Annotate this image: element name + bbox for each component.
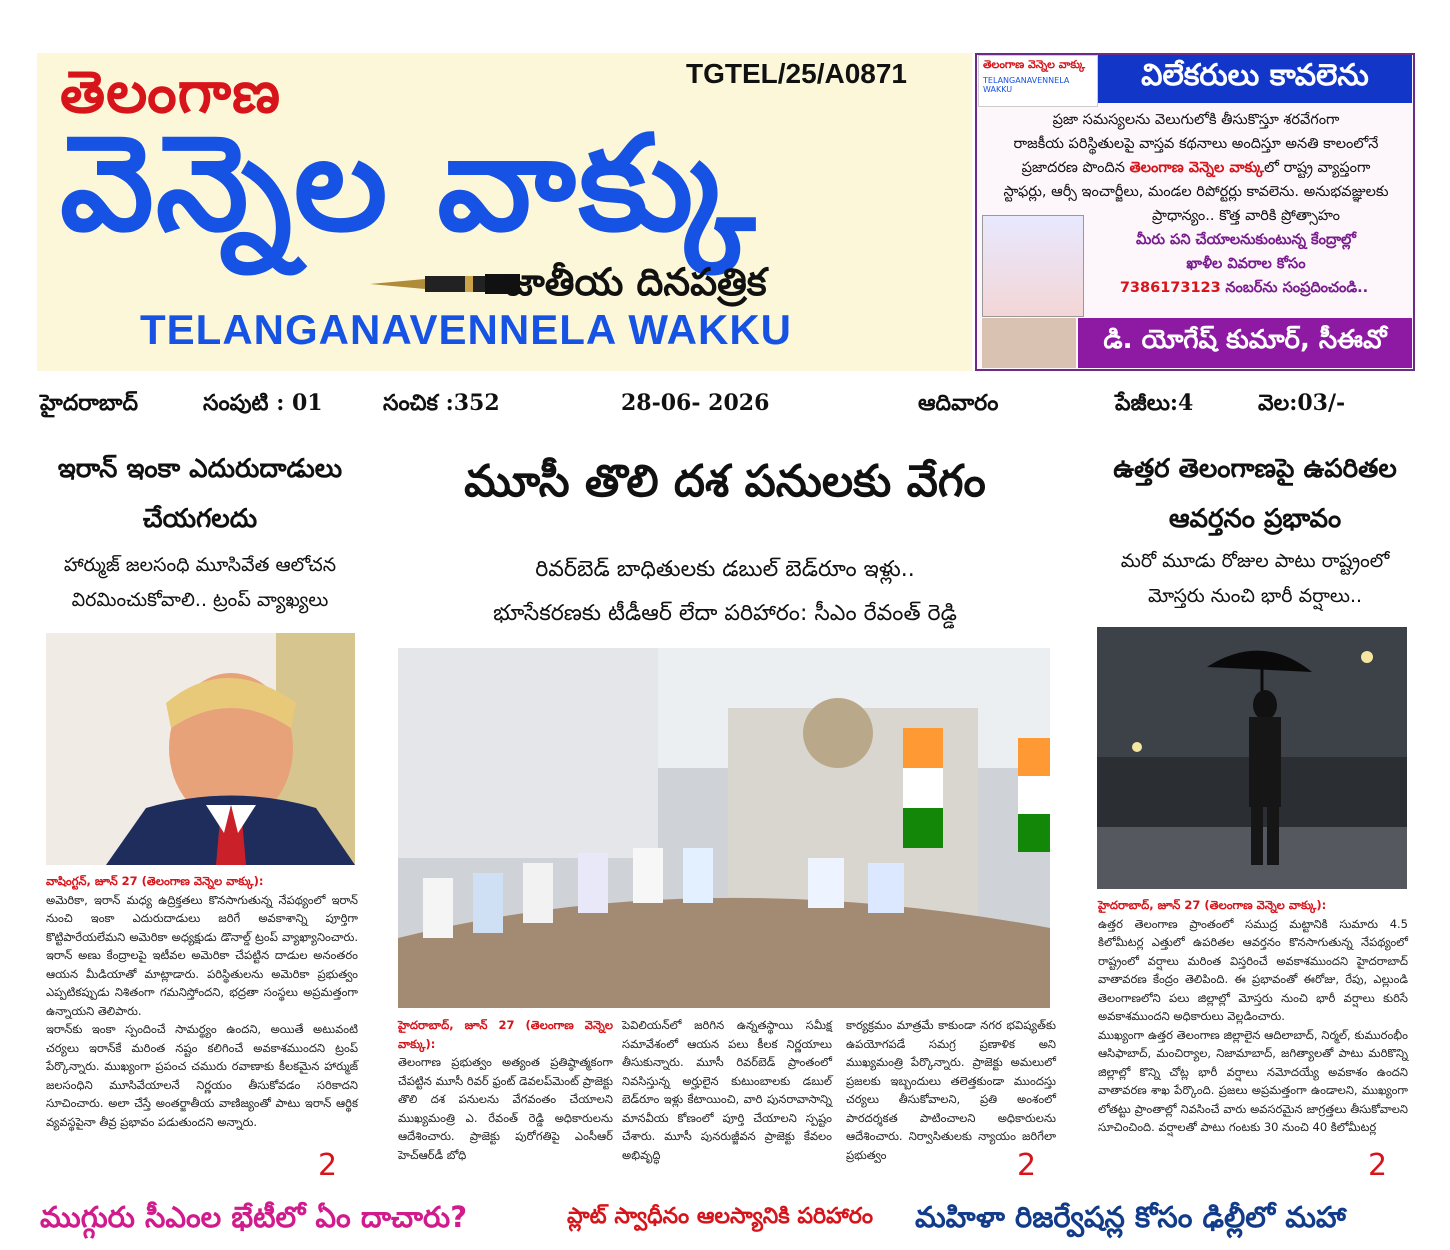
ad-ceo-photo bbox=[982, 318, 1076, 368]
masthead-english-title: TELANGANAVENNELA WAKKU bbox=[140, 306, 792, 353]
ad-line-1: ప్రజా సమస్యలను వెలుగులోకి తీసుకొస్తూ శరవేగంగా bbox=[1052, 112, 1340, 128]
center-dateline: హైదరాబాద్, జూన్ 27 (తెలంగాణ వెన్నెల వాక్కు): bbox=[398, 1018, 613, 1051]
ad-line-3b: తెలంగాణ వెన్నెల వాక్కు bbox=[1129, 160, 1265, 176]
left-paragraph-1: అమెరికా, ఇరాన్ మధ్య ఉద్రిక్తతలు కొనసాగుతున్న నేపథ్యంలో ఇరాన్ నుంచి ఇంకా ఎదురుదాడులు జరిగే అవకాశాన్ని పూర్తిగా కొట్టిపారేయలేమని అమెరికా అధ్యక్షుడు డొనాల్డ్ ట్రంప్ వ్యాఖ్యానించారు. ఇరాన్ అణు కేంద్రాలపై ఇటీవల అమెరికా చేపట్టిన దాడుల అనంతరం ఆయన మీడియాతో మాట్లాడారు. పరిస్థితులను అమెరికా ప్రభుత్వం ఎప్పటికప్పుడు నిశితంగా గమనిస్తోందని, భద్రతా సంస్థలు అప్రమత్తంగా ఉన్నాయని తెలిపారు. bbox=[46, 892, 358, 1018]
ad-logo bbox=[978, 55, 1098, 107]
ad-line-4: స్టాఫర్లు, ఆర్సీ ఇంచార్జీలు, మండల రిపోర్టర్లు కావలెను. అనుభవజ్ఞులకు bbox=[1003, 184, 1389, 200]
ad-line-3a: ప్రజాదరణ పొందిన bbox=[1021, 160, 1125, 176]
right-paragraph-2: ముఖ్యంగా ఉత్తర తెలంగాణ జిల్లాలైన ఆదిలాబాద్, నిర్మల్, కుమురంభీం ఆసిఫాబాద్, మంచిర్యాల, నిజామాబాద్, జగిత్యాలతో పాటు మరికొన్ని జిల్లాల్లో కొన్ని చోట్ల భారీ వర్షాలు నమోదయ్యే అవకాశం ఉందని వాతావరణ శాఖ పేర్కొంది. ప్రజలు అప్రమత్తంగా ఉండాలని, ముఖ్యంగా లోతట్టు ప్రాంతాల్లో నివసించే వారు అవసరమైన జాగ్రత్తలు తీసుకోవాలని సూచించింది. వర్షాలతో పాటు గంటకు 30 నుంచి 40 కిలోమీటర్ల bbox=[1098, 1027, 1408, 1134]
ad-footer-name: డి. యోగేష్ కుమార్, సీఈవో bbox=[1078, 318, 1412, 368]
ad-headline: విలేకరులు కావలెను bbox=[1098, 55, 1412, 103]
ad-logo-sub: TELANGANAVENNELA WAKKU bbox=[983, 76, 1070, 94]
center-col-3: కార్యక్రమం మాత్రమే కాకుండా నగర భవిష్యత్‌కు ఉపయోగపడే సమగ్ర ప్రణాళిక అని ముఖ్యమంత్రి పేర్కొన్నారు. ప్రాజెక్టు అమలులో ప్రజలకు ఇబ్బందులు తలెత్తకుండా ముందస్తు చర్యలు తీసుకోవాలని, ప్రతి అంశంలో పారదర్శకత పాటించాలని అధికారులను ఆదేశించారు. నిర్వాసితులకు న్యాయం జరిగేలా ప్రభుత్వం bbox=[846, 1018, 1056, 1162]
left-subhead: హార్ముజ్ జలసంధి మూసివేత ఆలోచన విరమించుకోవాలి.. ట్రంప్ వ్యాఖ్యలు bbox=[63, 554, 337, 611]
left-article-body bbox=[46, 872, 358, 1131]
center-continued-page: 2 bbox=[1017, 1148, 1037, 1183]
ad-newspaper-thumbnail bbox=[982, 215, 1084, 317]
cm-meeting-photo bbox=[398, 648, 1050, 1008]
info-volume: సంపుటి : 01 bbox=[203, 390, 323, 416]
right-paragraph-1: ఉత్తర తెలంగాణ ప్రాంతంలో సముద్ర మట్టానికి సుమారు 4.5 కిలోమీటర్ల ఎత్తులో ఉపరితల ఆవర్తనం కొనసాగుతున్న నేపథ్యంలో రాష్ట్రంలో వర్షాలు మరింత విస్తరించే అవకాశముందని హైదరాబాద్ వాతావరణ కేంద్రం తెలిపింది. ఈ ప్రభావంతో ఈరోజు, రేపు, ఎల్లుండి తెలంగాణలోని పలు జిల్లాల్లో మోస్తరు నుంచి భారీ వర్షాలు కురిసే అవకాశముందని అధికారులు వెల్లడించారు. bbox=[1098, 916, 1408, 1023]
masthead-tagline: జాతీయ దినపత్రిక bbox=[505, 260, 767, 304]
bottom-headline-center: ప్లాట్ స్వాధీనం ఆలస్యానికి పరిహారం bbox=[567, 1204, 873, 1229]
right-headline: ఉత్తర తెలంగాణపై ఉపరితల ఆవర్తనం ప్రభావం bbox=[1113, 454, 1397, 534]
right-continued-page: 2 bbox=[1368, 1148, 1388, 1183]
ad-line-3c: లో రాష్ట్ర వ్యాప్తంగా bbox=[1264, 160, 1371, 176]
left-headline: ఇరాన్ ఇంకా ఎదురుదాడులు చేయగలదు bbox=[57, 454, 343, 534]
ad-line-2: రాజకీయ పరిస్థితులపై వాస్తవ కథనాలు అందిస్తూ అనతి కాలంలోనే bbox=[1013, 136, 1379, 152]
ad-phone: 7386173123 bbox=[1119, 280, 1221, 296]
trump-photo bbox=[46, 633, 355, 865]
info-date: 28-06- 2026 bbox=[621, 390, 770, 416]
info-pages: పేజీలు:4 bbox=[1115, 390, 1194, 416]
info-issue: సంచిక :352 bbox=[383, 390, 500, 416]
right-subhead: మరో మూడు రోజుల పాటు రాష్ట్రంలో మోస్తరు నుంచి భారీ వర్షాలు.. bbox=[1120, 550, 1390, 607]
registration-number: TGTEL/25/A0871 bbox=[686, 58, 907, 89]
right-article-body bbox=[1098, 896, 1408, 1137]
rain-umbrella-photo bbox=[1097, 627, 1407, 889]
lead-subhead-1: రివర్‌బెడ్ బాధితులకు డబుల్ బెడ్‌రూం ఇళ్లు.. bbox=[535, 557, 915, 582]
masthead-title-main: వెన్నెల వాక్కు bbox=[60, 107, 757, 261]
ad-logo-text: తెలంగాణ వెన్నెల వాక్కు bbox=[983, 58, 1086, 71]
lead-subheads bbox=[390, 548, 1060, 636]
ad-line-5: ప్రాధాన్యం.. కొత్త వారికి ప్రోత్సాహం bbox=[1152, 208, 1340, 224]
fountain-pen-icon bbox=[370, 270, 520, 298]
left-paragraph-2: ఇరాన్‌కు ఇంకా స్పందించే సామర్థ్యం ఉందని, అయితే అటువంటి చర్యలు ఇరాన్‌కే మరింత నష్టం కలిగించే అవకాశముందని ట్రంప్ పేర్కొన్నారు. ముఖ్యంగా ప్రపంచ చమురు రవాణాకు కీలకమైన హార్ముజ్ జలసంధిని మూసివేయాలనే నిర్ణయం తీసుకోవడం సరికాదని సూచించారు. అలా చేస్తే అంతర్జాతీయ వాణిజ్యంతో పాటు ఇరాన్ ఆర్థిక వ్యవస్థపైనా తీవ్ర ప్రభావం పడుతుందని అన్నారు. bbox=[46, 1022, 358, 1129]
ad-line-6: మీరు పని చేయాలనుకుంటున్న కేంద్రాల్లో bbox=[1136, 232, 1356, 248]
bottom-headline-right: మహిళా రిజర్వేషన్ల కోసం ఢిల్లీలో మహా bbox=[915, 1200, 1346, 1234]
ad-line-7: ఖాళీల వివరాల కోసం bbox=[1186, 256, 1306, 272]
center-col-1 bbox=[398, 1016, 613, 1164]
bottom-headline-left: ముగ్గురు సీఎంల భేటీలో ఏం దాచారు? bbox=[40, 1200, 468, 1234]
left-continued-page: 2 bbox=[318, 1148, 338, 1183]
left-dateline: వాషింగ్టన్, జూన్ 27 (తెలంగాణ వెన్నెల వాక్కు): bbox=[46, 874, 264, 888]
lead-subhead-2: భూసేకరణకు టీడీఆర్ లేదా పరిహారం: సీఎం రేవంత్ రెడ్డి bbox=[493, 601, 957, 626]
info-city: హైదరాబాద్ bbox=[40, 390, 138, 416]
ad-line-3 bbox=[982, 156, 1410, 180]
masthead-title-top: తెలంగాణ bbox=[60, 58, 281, 126]
info-price: వెల:03/- bbox=[1258, 390, 1346, 416]
ad-line-8-text: నంబర్‌ను సంప్రదించండి.. bbox=[1225, 280, 1369, 296]
center-col-1-text: తెలంగాణ ప్రభుత్వం అత్యంత ప్రతిష్ఠాత్మకంగా చేపట్టిన మూసీ రివర్ ఫ్రంట్ డెవలప్‌మెంట్ ప్రాజెక్టు తొలి దశ పనులను వేగవంతం చేయాలని ముఖ్యమంత్రి ఎ. రేవంత్ రెడ్డి అధికారులను ఆదేశించారు. ప్రాజెక్టు పురోగతిపై ఎంసీఆర్ హెచ్ఆర్‌డీ బోధి bbox=[398, 1055, 613, 1162]
right-dateline: హైదరాబాద్, జూన్ 27 (తెలంగాణ వెన్నెల వాక్కు): bbox=[1098, 898, 1327, 912]
center-col-2: పెవిలియన్‌లో జరిగిన ఉన్నతస్థాయి సమీక్ష సమావేశంలో ఆయన పలు కీలక నిర్ణయాలు తీసుకున్నారు. మూసీ రివర్‌బెడ్ ప్రాంతంలో నివసిస్తున్న అర్హులైన కుటుంబాలకు డబుల్ బెడ్‌రూం ఇళ్లు కేటాయించి, వారి పునరావాసాన్ని మానవీయ కోణంలో పూర్తి చేయాలని స్పష్టం చేశారు. మూసీ పునరుజ్జీవన ప్రాజెక్టు కేవలం అభివృద్ధి bbox=[622, 1018, 832, 1162]
info-day: ఆదివారం bbox=[918, 390, 999, 416]
lead-headline: మూసీ తొలి దశ పనులకు వేగం bbox=[464, 456, 986, 507]
